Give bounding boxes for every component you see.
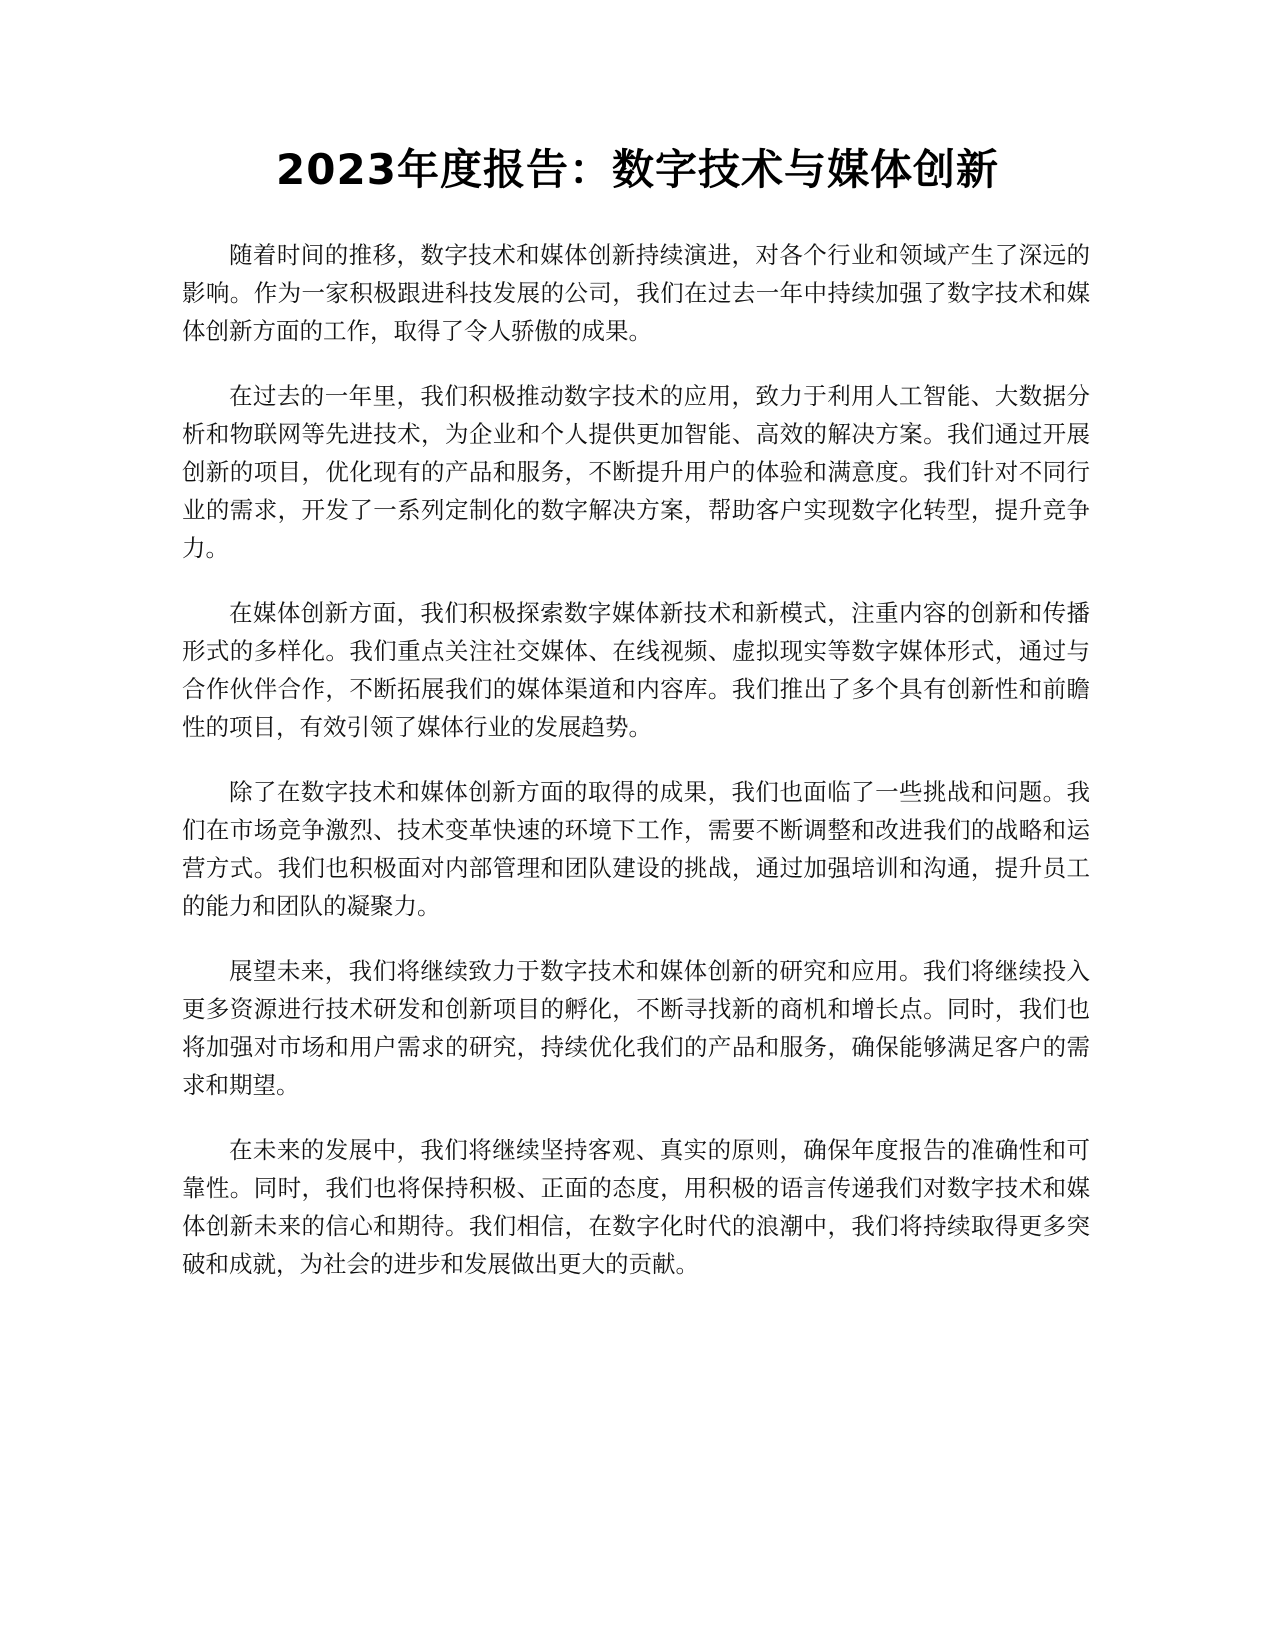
- paragraph-1: 随着时间的推移，数字技术和媒体创新持续演进，对各个行业和领域产生了深远的影响。作为一家积极跟进科技发展的公司，我们在过去一年中持续加强了数字技术和媒体创新方面的工作，取得了令人骄傲的成果。: [182, 241, 1090, 345]
- paragraph-2: 在过去的一年里，我们积极推动数字技术的应用，致力于利用人工智能、大数据分析和物联网等先进技术，为企业和个人提供更加智能、高效的解决方案。我们通过开展创新的项目，优化现有的产品和服务，不断提升用户的体验和满意度。我们针对不同行业的需求，开发了一系列定制化的数字解决方案，帮助客户实现数字化转型，提升竞争力。: [182, 382, 1090, 562]
- paragraph-6: 在未来的发展中，我们将继续坚持客观、真实的原则，确保年度报告的准确性和可靠性。同时，我们也将保持积极、正面的态度，用积极的语言传递我们对数字技术和媒体创新未来的信心和期待。我们相信，在数字化时代的浪潮中，我们将持续取得更多突破和成就，为社会的进步和发展做出更大的贡献。: [182, 1136, 1090, 1278]
- document-title: 2023年度报告：数字技术与媒体创新: [276, 145, 999, 194]
- paragraph-4: 除了在数字技术和媒体创新方面的取得的成果，我们也面临了一些挑战和问题。我们在市场竞争激烈、技术变革快速的环境下工作，需要不断调整和改进我们的战略和运营方式。我们也积极面对内部管理和团队建设的挑战，通过加强培训和沟通，提升员工的能力和团队的凝聚力。: [182, 778, 1090, 920]
- document-body: [182, 236, 1090, 1310]
- paragraph-3: 在媒体创新方面，我们积极探索数字媒体新技术和新模式，注重内容的创新和传播形式的多样化。我们重点关注社交媒体、在线视频、虚拟现实等数字媒体形式，通过与合作伙伴合作，不断拓展我们的媒体渠道和内容库。我们推出了多个具有创新性和前瞻性的项目，有效引领了媒体行业的发展趋势。: [182, 599, 1090, 741]
- paragraph-5: 展望未来，我们将继续致力于数字技术和媒体创新的研究和应用。我们将继续投入更多资源进行技术研发和创新项目的孵化，不断寻找新的商机和增长点。同时，我们也将加强对市场和用户需求的研究，持续优化我们的产品和服务，确保能够满足客户的需求和期望。: [182, 957, 1090, 1099]
